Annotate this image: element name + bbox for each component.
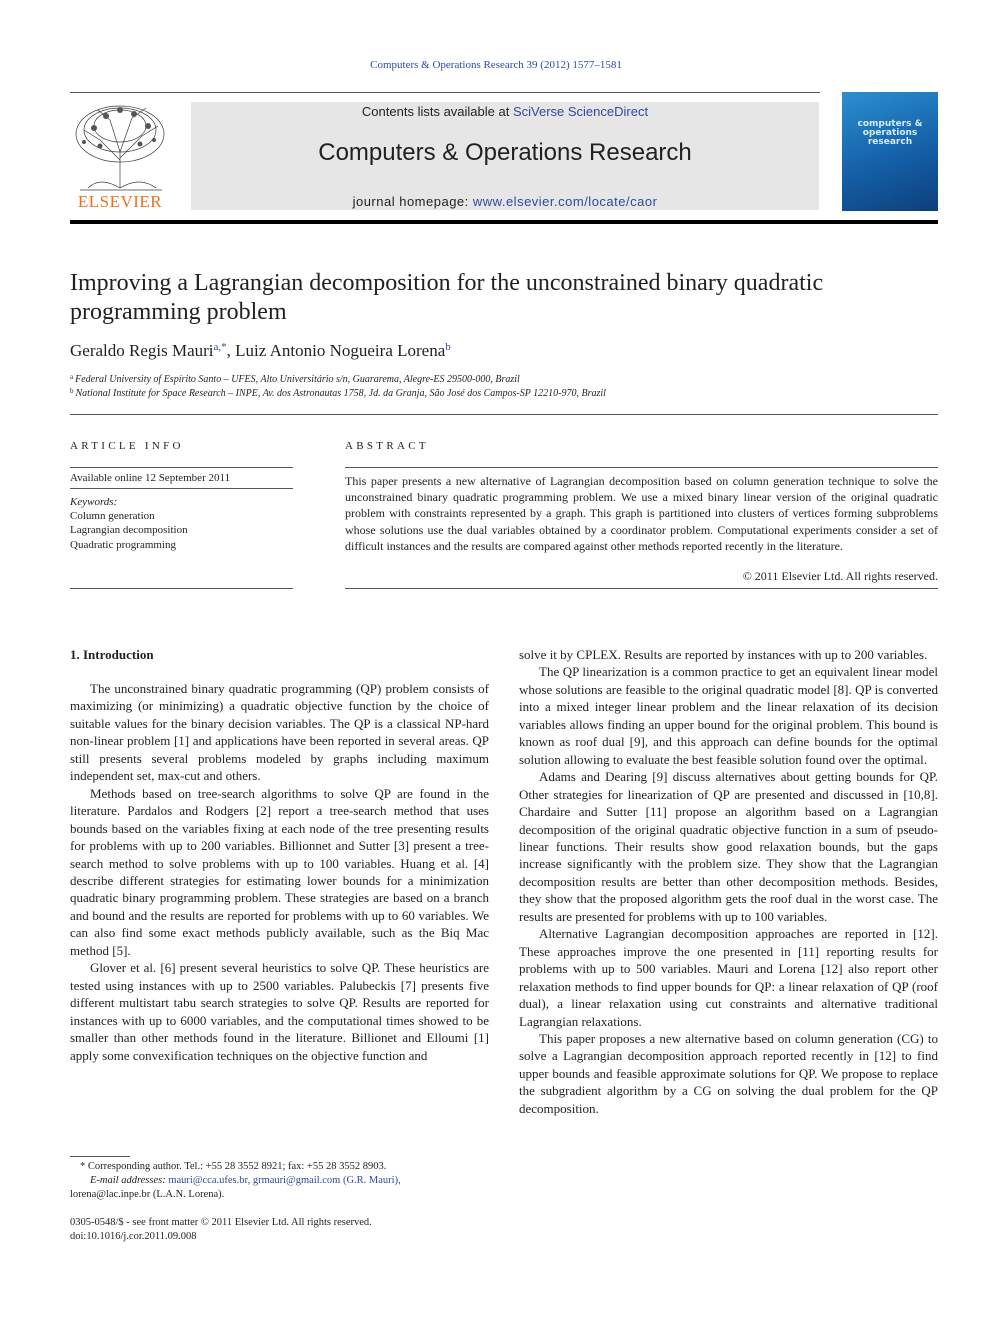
email-links[interactable]: mauri@cca.ufes.br, grmauri@gmail.com (G.R. Mauri),	[168, 1175, 401, 1186]
author-affil-link[interactable]: b	[445, 341, 451, 353]
homepage-prefix: journal homepage:	[352, 194, 473, 209]
author-separator: ,	[226, 341, 236, 360]
keywords-label: Keywords:	[70, 496, 118, 508]
contents-prefix: Contents lists available at	[361, 104, 513, 119]
journal-title: Computers & Operations Research	[318, 139, 692, 166]
paragraph: The QP linearization is a common practice to get an equivalent linear model whose solutions are feasible to the original quadratic model [8]. QP is converted into a mixed integer linear problem and the linear relaxation of its decision variables allows finding an upper bound for the original problem. This bound is known as roof dual [9], and this approach can define bounds for the optimal solution allowing to evaluate the best feasible solution found over the optimal.	[519, 664, 938, 767]
journal-banner	[191, 102, 819, 210]
header-thick-rule	[70, 220, 938, 224]
affil-text: Federal University of Espírito Santo – UFES, Alto Universitário s/n, Guararema, Alegre-ES 29500-000, Brazil	[75, 374, 520, 385]
homepage-link[interactable]: www.elsevier.com/locate/caor	[472, 194, 658, 209]
header-rule	[70, 92, 820, 93]
elsevier-wordmark: ELSEVIER	[77, 192, 163, 211]
abstract-text: This paper presents a new alternative of Lagrangian decomposition based on column generation technique to solve the unconstrained binary quadratic programming problem. We use a mixed binary linear version of the original quadratic problem with constraints represented by a graph. This graph is partitioned into clusters of vertices forming subproblems whose solutions use the dual variables obtained by a coordinator problem. Computational experiments consider a set of difficult instances and the results are compared against other methods reported recently in the literature.	[345, 474, 938, 553]
article-title: Improving a Lagrangian decomposition for the unconstrained binary quadratic programming problem	[70, 270, 824, 325]
paragraph: The unconstrained binary quadratic programming (QP) problem consists of maximizing (or minimizing) a quadratic objective function by the choice of suitable values for the binary decision variables. The QP is a classical NP-hard non-linear problem [1] and applications have been reported in several areas. QP still presents several problems modeled by graphs including maximum independent set, max-cut and others.	[70, 681, 489, 784]
issn-line: 0305-0548/$ - see front matter © 2011 Elsevier Ltd. All rights reserved.	[70, 1217, 372, 1228]
author-name: Luiz Antonio Nogueira Lorena	[235, 341, 446, 360]
info-rule	[70, 488, 293, 489]
paragraph: Glover et al. [6] present several heuristics to solve QP. These heuristics are tested using instances with up to 2500 variables. Palubeckis [7] presents five different multistart tabu search strategies to solve QP. Results are reported for instances with up to 6000 variables, and the computational times showed to be smaller than other methods found in the literature. Billionet and Elloumi [1] apply some convexification techniques on the objective function and	[70, 960, 489, 1063]
section-rule	[70, 414, 938, 415]
paragraph: Alternative Lagrangian decomposition approaches are reported in [12]. These approaches improve the one presented in [11] reporting results for problems with up to 500 variables. Mauri and Lorena [12] also report other relaxation methods to find upper bounds for QP: a linear relaxation of QP (roof dual), a linear relaxation using cut constraints and alternative traditional Lagrangian relaxations.	[519, 926, 938, 1029]
paragraph: This paper proposes a new alternative based on column generation (CG) to solve a Lagrangian decomposition approach reported recently in [12] to find upper bounds and feasible approximate solutions for QP. We propose to replace the subgradient algorithm by a CG on solving the dual problem for the QP decomposition.	[519, 1030, 938, 1116]
abstract-rule	[345, 467, 938, 468]
abstract-copyright: © 2011 Elsevier Ltd. All rights reserved.	[742, 569, 938, 583]
affiliation-a	[70, 373, 520, 385]
email-links-2[interactable]: lorena@lac.inpe.br (L.A.N. Lorena).	[70, 1189, 225, 1200]
email-line	[90, 1174, 401, 1188]
email-label: E-mail addresses:	[90, 1175, 166, 1186]
right-column	[519, 646, 938, 1117]
cover-title: computers & operations research	[857, 119, 923, 147]
author-list	[70, 341, 451, 361]
corresponding-author: * Corresponding author. Tel.: +55 28 3552 8921; fax: +55 28 3552 8903.	[80, 1161, 387, 1172]
footnote-rule	[70, 1156, 130, 1157]
keyword: Lagrangian decomposition	[70, 524, 188, 536]
paragraph: Adams and Dearing [9] discuss alternatives about getting bounds for QP. Other strategies for linearization of QP are presented and discussed in [10,8]. Chardaire and Sutter [11] propose an algorithm based on a Lagrangian decomposition of the original quadratic objective function in a sum of pseudo-linear functions. Their results show good relaxation bounds, but the gaps increase significantly with the problem size. They show that the Lagrangian decomposition results are better than other decomposition methods. Besides, they show that the proposed algorithm gets the roof dual in the worst case. The results are presented for problems with up to 100 variables.	[519, 769, 938, 924]
author-affil-link[interactable]: a,*	[213, 341, 227, 353]
affil-marker: b	[70, 387, 74, 395]
info-rule	[70, 588, 293, 589]
sciencedirect-link[interactable]: SciVerse ScienceDirect	[512, 104, 649, 119]
contents-line	[191, 104, 819, 119]
journal-citation[interactable]: Computers & Operations Research 39 (2012) 1577–1581	[370, 59, 622, 71]
affil-marker: a	[70, 373, 74, 381]
affiliation-b	[70, 387, 606, 399]
homepage-line	[191, 194, 819, 209]
section-heading: 1. Introduction	[70, 647, 154, 662]
paragraph: solve it by CPLEX. Results are reported by instances with up to 200 variables.	[519, 647, 928, 662]
paragraph: Methods based on tree-search algorithms to solve QP are found in the literature. Pardalos and Rodgers [2] report a tree-search method that uses bounds based on the variables fixing at each node of the tree presenting results for problems with up to 200 variables. Billionnet and Sutter [3] present a tree-search method to solve problems with up to 100 variables. Huang et al. [4] describe different strategies for estimating lower bounds for a minimization quadratic binary programming problem. These strategies are based on a branch and bound and the results are reported for problems with up to 60 variables. We can also find some exact methods publicly available, such as the Biq Mac method [5].	[70, 785, 489, 958]
left-column	[70, 680, 489, 1064]
keyword: Quadratic programming	[70, 539, 176, 551]
article-info-heading: ARTICLE INFO	[70, 440, 184, 452]
available-online: Available online 12 September 2011	[70, 472, 231, 484]
info-rule	[70, 467, 293, 468]
keyword: Column generation	[70, 510, 155, 522]
journal-cover-image	[842, 92, 938, 211]
affil-text: National Institute for Space Research – INPE, Av. dos Astronautas 1758, Jd. da Granja, São José dos Campos-SP 12210-970, Brazil	[75, 388, 606, 399]
abstract-heading: ABSTRACT	[345, 440, 429, 452]
abstract-rule	[345, 588, 938, 589]
doi-link[interactable]: doi:10.1016/j.cor.2011.09.008	[70, 1231, 197, 1242]
author-name: Geraldo Regis Mauri	[70, 341, 214, 360]
